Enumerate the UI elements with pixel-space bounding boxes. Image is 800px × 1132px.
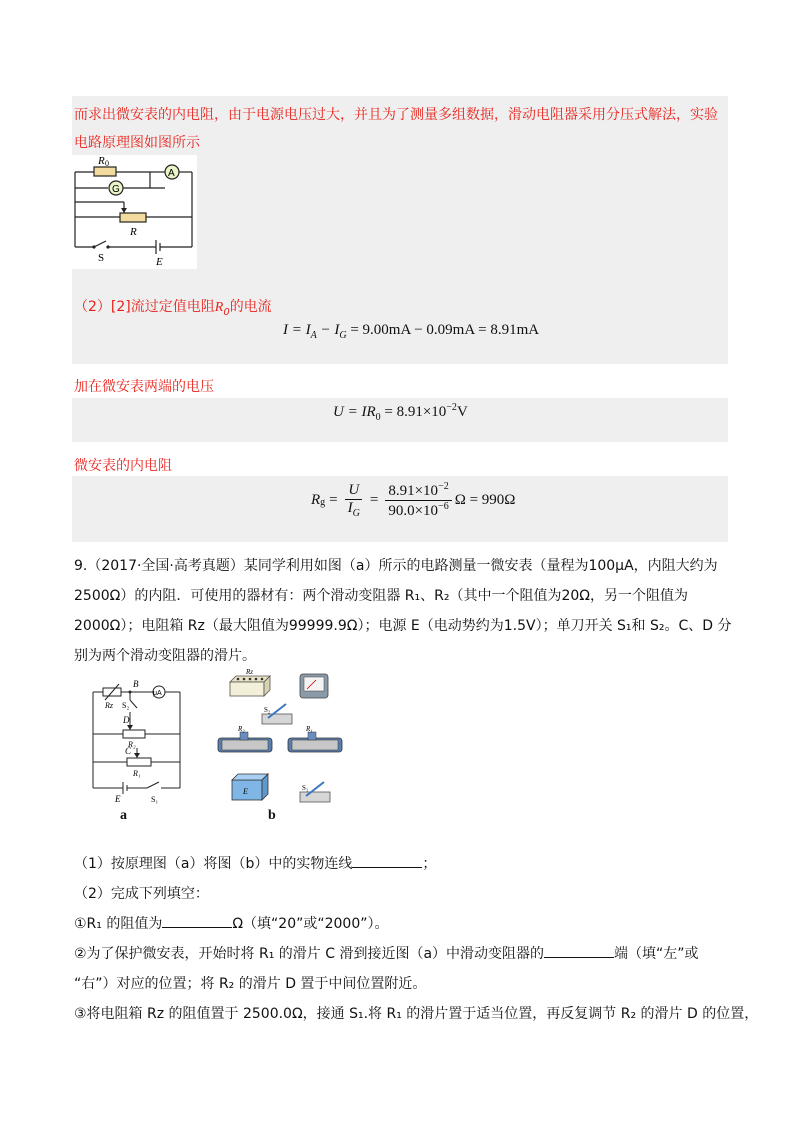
eq3-lhs: U = IR xyxy=(333,404,376,420)
figure-a-caption: a xyxy=(120,808,127,823)
heading-prefix: （2）[2]流过定值电阻 xyxy=(74,299,215,315)
heading-var: R xyxy=(214,300,224,315)
q1-blank[interactable] xyxy=(352,855,422,868)
circuit-diagram-1 xyxy=(72,155,197,269)
eq-sub-a: A xyxy=(310,330,317,341)
frac1-num: U xyxy=(345,482,362,500)
heading-sub: 0 xyxy=(223,306,230,318)
eq4-lhs-sub: g xyxy=(320,497,326,508)
frac2-num-exp: −2 xyxy=(438,481,449,492)
question-2: （2）完成下列填空： xyxy=(74,886,209,902)
frac2-num: 8.91×10 xyxy=(388,483,439,499)
eq4-lhs: R xyxy=(311,492,321,508)
frac1-den-sub: G xyxy=(352,508,360,519)
q2a-prefix: ①R₁ 的阻值为 xyxy=(74,916,163,932)
source-label: E xyxy=(156,256,163,268)
heading-suffix: 的电流 xyxy=(229,299,272,315)
problem9-line4: 别为两个滑动变阻器的滑片。 xyxy=(74,648,256,664)
rheostat-label: R xyxy=(130,226,137,238)
equation-current xyxy=(283,322,539,341)
figure-b-apparatus xyxy=(212,668,362,810)
problem9-line3: 2000Ω）；电阻箱 Rz（最大阻值为99999.9Ω）；电源 E（电动势约为1.5V）；单刀开关 S₁和 S₂。C、D 分 xyxy=(74,618,732,634)
fraction-values xyxy=(385,481,451,520)
fig-b-rz: Rz xyxy=(246,668,253,676)
fig-b-s1: S₁ xyxy=(302,784,309,792)
galvanometer-label: G xyxy=(112,184,120,195)
q1-suffix: ； xyxy=(422,856,437,872)
q2a-blank[interactable] xyxy=(162,915,232,928)
problem9-line2: 2500Ω）的内阻．可使用的器材有：两个滑动变阻器 R₁、R₂（其中一个阻值为20Ω，另一个阻值为 xyxy=(74,588,688,604)
eq4-rhs: Ω = 990Ω xyxy=(454,492,516,508)
fig-a-rz: Rz xyxy=(105,701,113,710)
question-2a xyxy=(74,913,389,933)
fig-a-d: D xyxy=(123,715,130,725)
figure-b-caption: b xyxy=(268,808,276,823)
fig-b-e: E xyxy=(243,787,248,796)
switch-s1-icon xyxy=(300,782,330,802)
fig-b-r2: R₂ xyxy=(238,725,245,733)
ammeter-label: A xyxy=(168,168,175,179)
resistance-box-icon xyxy=(230,668,270,696)
switch-label: S xyxy=(98,252,105,264)
question-1 xyxy=(74,853,436,873)
eq-sub-g: G xyxy=(339,330,347,341)
q2b-blank[interactable] xyxy=(544,945,614,958)
fig-a-r1: R₁ xyxy=(133,769,141,778)
eq-lhs: I = I xyxy=(283,322,311,338)
eq3-unit: V xyxy=(456,404,468,420)
eq3-sub: 0 xyxy=(375,412,381,423)
eq3-rhs: = 8.91×10 xyxy=(380,404,447,420)
frac2-den-exp: −6 xyxy=(438,501,449,512)
section2-heading xyxy=(74,296,272,318)
fig-a-s2: S₂ xyxy=(122,701,130,710)
microammeter-icon xyxy=(300,674,328,698)
fig-a-b: B xyxy=(133,679,139,689)
label-r0-sub: 0 xyxy=(105,159,109,168)
section3-heading: 加在微安表两端的电压 xyxy=(74,379,214,395)
fig-a-c: C xyxy=(125,746,132,756)
fig-b-r1: R₁ xyxy=(306,725,313,733)
problem9-line1: 9.（2017·全国·高考真题）某同学利用如图（a）所示的电路测量一微安表（量程为100μA，内阻大约为 xyxy=(74,558,718,574)
battery-icon xyxy=(232,774,268,800)
fig-b-s2: S₂ xyxy=(264,706,271,714)
frac2-den: 90.0×10 xyxy=(388,503,439,519)
fig-a-e: E xyxy=(115,794,121,804)
figure-a-circuit xyxy=(85,672,195,810)
question-2b-line2: “右”）对应的位置；将 R₂ 的滑片 D 置于中间位置附近。 xyxy=(74,976,427,992)
fig-a-r2: R₂ xyxy=(128,740,136,749)
question-2b xyxy=(74,943,699,963)
rheostat-r1-icon xyxy=(288,725,342,752)
section4-heading: 微安表的内电阻 xyxy=(74,458,172,474)
answer-line-1: 而求出微安表的内电阻，由于电源电压过大，并且为了测量多组数据，滑动电阻器采用分压式解法，实验 xyxy=(74,107,718,123)
eq-mid: − I xyxy=(316,322,340,338)
q2a-suffix: Ω（填“20”或“2000”）。 xyxy=(232,916,389,932)
q1-prefix: （1）按原理图（a）将图（b）中的实物连线 xyxy=(74,856,353,872)
switch-s2-icon xyxy=(262,704,292,724)
rheostat-r2-icon xyxy=(218,725,272,752)
fraction-u-over-i xyxy=(345,482,363,519)
equation-resistance: R g = $\frac{U}{I_G}$ = $\frac{8.91\times 10^{-2}}{90.0\times 10^{-6}}$ Ω = 990Ω xyxy=(311,481,516,519)
fig-a-microammeter: μA xyxy=(153,690,162,697)
q2b-suffix: 端（填“左”或 xyxy=(614,946,699,962)
eq-rhs: = 9.00mA − 0.09mA = 8.91mA xyxy=(346,322,540,338)
label-r0: R xyxy=(98,155,105,167)
eq3-exp: −2 xyxy=(446,402,457,413)
q2b-prefix: ②为了保护微安表，开始时将 R₁ 的滑片 C 滑到接近图（a）中滑动变阻器的 xyxy=(74,946,545,962)
answer-line-2: 电路原理图如图所示 xyxy=(74,135,200,151)
equation-voltage xyxy=(333,402,468,423)
frac1-den: I xyxy=(347,500,353,516)
fig-a-s1: S₁ xyxy=(151,795,159,804)
question-2c: ③将电阻箱 Rz 的阻值置于 2500.0Ω，接通 S₁.将 R₁ 的滑片置于适当位置，再反复调节 R₂ 的滑片 D 的位置， xyxy=(74,1006,759,1022)
